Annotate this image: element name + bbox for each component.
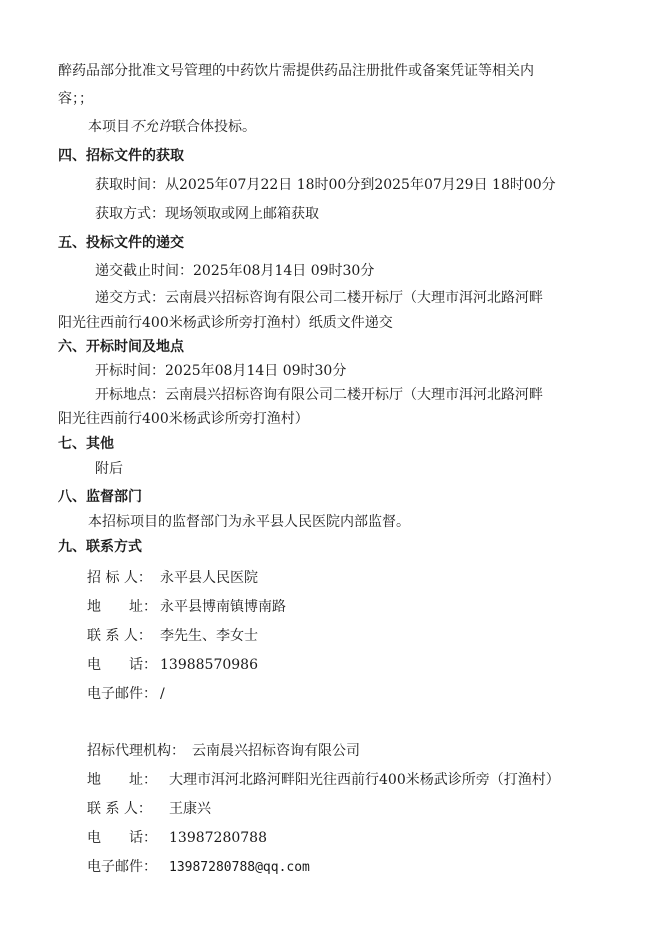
- submission-method-line1: 递交方式：云南晨兴招标咨询有限公司二楼开标厅（大理市洱河北路河畔: [95, 290, 543, 306]
- agency-contact-value: 王康兴: [169, 801, 211, 817]
- agency-email-value: 13987280788@qq.com: [169, 860, 310, 875]
- tenderer-contact-row: [87, 626, 258, 646]
- agency-email-row: [87, 857, 310, 877]
- tenderer-row: [87, 568, 258, 588]
- acquisition-time: 获取时间：从2025年07月22日 18时00分到2025年07月29日 18时00分: [95, 177, 556, 193]
- opening-place-line2: 阳光往西前行400米杨武诊所旁打渔村）: [58, 411, 309, 427]
- section-9-heading: 九、联系方式: [58, 539, 142, 555]
- tenderer-address-row: [87, 597, 286, 617]
- consortium-suffix: 联合体投标。: [172, 119, 256, 135]
- agency-contact-row: [87, 799, 211, 819]
- address-label: 地 址：: [87, 599, 157, 615]
- tenderer-email-row: [87, 684, 165, 704]
- agency-phone-label: 电 话：: [87, 830, 157, 846]
- agency-label: 招标代理机构：: [87, 743, 185, 759]
- section-6-heading: 六、开标时间及地点: [58, 339, 184, 355]
- section-4-heading: 四、招标文件的获取: [58, 148, 184, 164]
- agency-value: 云南晨兴招标咨询有限公司: [192, 743, 360, 759]
- contact-value: 李先生、李女士: [160, 628, 258, 644]
- phone-label: 电 话：: [87, 657, 157, 673]
- section-5-heading: 五、投标文件的递交: [58, 235, 184, 251]
- agency-contact-label: 联 系 人：: [87, 801, 152, 817]
- opening-place-line1: 开标地点：云南晨兴招标咨询有限公司二楼开标厅（大理市洱河北路河畔: [95, 387, 543, 403]
- agency-address-label: 地 址：: [87, 772, 157, 788]
- phone-value: 13988570986: [160, 657, 258, 673]
- submission-method-line2: 阳光往西前行400米杨武诊所旁打渔村）纸质文件递交: [58, 315, 393, 331]
- tenderer-value: 永平县人民医院: [160, 570, 258, 586]
- email-label: 电子邮件：: [87, 686, 157, 702]
- section-8-heading: 八、监督部门: [58, 489, 142, 505]
- agency-phone-value: 13987280788: [169, 830, 267, 846]
- agency-address-row: [87, 770, 560, 790]
- consortium-prefix: 本项目: [88, 119, 130, 135]
- tenderer-phone-row: [87, 655, 258, 675]
- paragraph-intro-line1: 醉药品部分批准文号管理的中药饮片需提供药品注册批件或备案凭证等相关内: [58, 63, 534, 79]
- agency-row: [87, 741, 360, 761]
- consortium-not-allowed: 不允许: [130, 119, 172, 135]
- consortium-statement: [88, 117, 256, 137]
- tenderer-label: 招 标 人：: [87, 570, 152, 586]
- agency-phone-row: [87, 828, 267, 848]
- submission-deadline: 递交截止时间：2025年08月14日 09时30分: [95, 263, 375, 279]
- acquisition-method: 获取方式：现场领取或网上邮箱获取: [95, 206, 319, 222]
- opening-time: 开标时间：2025年08月14日 09时30分: [95, 363, 347, 379]
- email-value: /: [160, 686, 165, 702]
- agency-address-value: 大理市洱河北路河畔阳光往西前行400米杨武诊所旁（打渔村）: [169, 772, 560, 788]
- agency-email-label: 电子邮件：: [87, 859, 157, 875]
- contact-label: 联 系 人：: [87, 628, 152, 644]
- paragraph-intro-line2: 容；；: [58, 91, 93, 107]
- other-content: 附后: [95, 461, 123, 477]
- supervision-content: 本招标项目的监督部门为永平县人民医院内部监督。: [88, 514, 410, 530]
- address-value: 永平县博南镇博南路: [160, 599, 286, 615]
- section-7-heading: 七、其他: [58, 436, 114, 452]
